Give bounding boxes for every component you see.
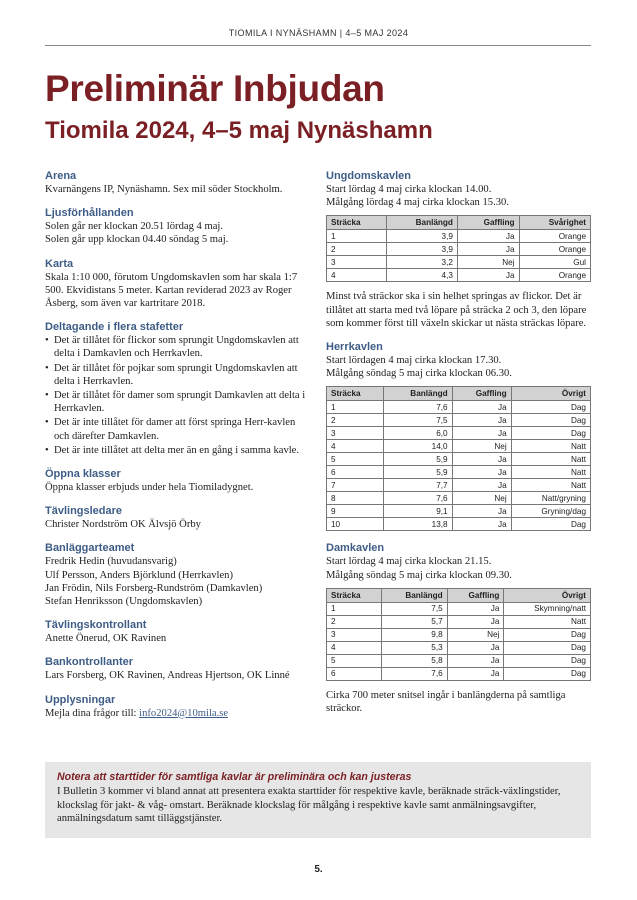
table-cell: 3 [327, 427, 384, 440]
start-time: Start lördagen 4 maj cirka klockan 17.30. [326, 355, 502, 367]
ungdom-table [326, 215, 591, 282]
section-upplysningar [45, 694, 307, 720]
running-head: TIOMILA I NYNÄSHAMN | 4–5 MAJ 2024 [228, 28, 409, 38]
table-cell: Dag [504, 628, 591, 641]
list-item: • Det är tillåtet för damer som sprungit Damkavlen att delta i Herrkavlen. [45, 389, 307, 415]
table-cell: Dag [511, 414, 590, 427]
table-cell: Dag [511, 518, 590, 531]
table-cell: Nej [452, 492, 511, 505]
table-cell: Natt [511, 466, 590, 479]
section-heading: Arena [45, 170, 77, 182]
section-heading: Karta [45, 257, 74, 270]
finish-time: Målgång lördag 4 maj cirka klockan 15.30. [326, 197, 509, 209]
table-cell: Ja [457, 269, 519, 282]
column-header: Sträcka [327, 387, 384, 401]
header-divider [45, 45, 591, 46]
section-heading: Damkavlen [326, 542, 385, 555]
table-cell: Ja [457, 230, 519, 243]
table-header-row [327, 588, 591, 602]
table-cell: Ja [452, 414, 511, 427]
table-row [327, 479, 591, 492]
table-cell: 5,9 [384, 453, 453, 466]
table-cell: 5,7 [381, 615, 447, 628]
rules-list [45, 334, 307, 457]
table-cell: 3,2 [386, 256, 457, 269]
table-cell: 5 [327, 453, 384, 466]
section-text: Jan Frödin, Nils Forsberg-Rundström (Damkavlen) [45, 582, 263, 594]
notice-text: I Bulletin 3 kommer vi bland annat att presentera exakta starttider för respektive kavle, beräknade sträck-växlingstider, klockslag för jakt- & våg- omstart. Beräknade klockslag för målgång i respektive kavle samt anmälningsavgifter, anmälningsdatum samt tilläggstjänster. [57, 786, 561, 825]
section-bankontrollanter [45, 656, 307, 682]
table-cell: Ja [447, 667, 504, 680]
right-column [326, 170, 591, 726]
table-header-row [327, 387, 591, 401]
table-cell: Natt [511, 440, 590, 453]
table-cell: 2 [327, 615, 382, 628]
section-heading: Tävlingsledare [45, 505, 123, 518]
table-cell: 4 [327, 641, 382, 654]
table-cell: 2 [327, 414, 384, 427]
section-text: Christer Nordström OK Älvsjö Örby [45, 519, 201, 531]
section-heading: Bankontrollanter [45, 656, 134, 669]
table-cell: Skymning/natt [504, 602, 591, 615]
table-cell: Nej [457, 256, 519, 269]
section-heading: Banläggarteamet [45, 542, 135, 555]
table-cell: Nej [452, 440, 511, 453]
column-header: Sträcka [327, 588, 382, 602]
table-cell: Ja [452, 479, 511, 492]
section-arena [45, 170, 307, 196]
table-cell: Ja [452, 427, 511, 440]
page-subtitle: Tiomila 2024, 4–5 maj Nynäshamn [45, 117, 433, 144]
table-cell: 13,8 [384, 518, 453, 531]
table-header-row [327, 216, 591, 230]
column-header: Övrigt [511, 387, 590, 401]
table-cell: Ja [452, 401, 511, 414]
table-cell: Orange [519, 230, 590, 243]
page-number: 5. [314, 864, 323, 875]
section-tavlingsledare [45, 505, 307, 531]
list-item: • Det är inte tillåtet för damer att först springa Herr-kavlen och därefter Damkavlen. [45, 416, 307, 442]
table-row [327, 641, 591, 654]
table-row [327, 427, 591, 440]
table-cell: Ja [452, 453, 511, 466]
table-cell: 7,5 [381, 602, 447, 615]
dam-table [326, 588, 591, 681]
table-cell: 3,9 [386, 230, 457, 243]
table-cell: Natt/gryning [511, 492, 590, 505]
table-cell: Ja [452, 505, 511, 518]
section-heading: Ljusförhållanden [45, 207, 134, 220]
table-cell: 9,1 [384, 505, 453, 518]
table-cell: Gryning/dag [511, 505, 590, 518]
table-cell: 2 [327, 243, 387, 256]
table-cell: Ja [452, 518, 511, 531]
table-row [327, 492, 591, 505]
table-cell: Natt [511, 453, 590, 466]
table-cell: Ja [447, 641, 504, 654]
table-row [327, 628, 591, 641]
table-row [327, 466, 591, 479]
section-heading: Ungdomskavlen [326, 170, 411, 182]
table-cell: 10 [327, 518, 384, 531]
column-header: Gaffling [457, 216, 519, 230]
table-cell: 7,6 [384, 401, 453, 414]
table-cell: 1 [327, 401, 384, 414]
table-row [327, 505, 591, 518]
section-karta [45, 258, 307, 311]
section-heading: Deltagande i flera stafetter [45, 321, 184, 334]
list-item: • Det är tillåtet för flickor som sprungit Ungdomskavlen att delta i Damkavlen och Herrkavlen. [45, 334, 307, 360]
table-cell: 5 [327, 654, 382, 667]
notice-heading: Notera att starttider för samtliga kavlar är preliminära och kan justeras [57, 771, 412, 783]
table-row [327, 414, 591, 427]
list-item: • Det är tillåtet för pojkar som sprungit Ungdomskavlen att delta i Herrkavlen. [45, 362, 307, 388]
section-heading: Tävlingskontrollant [45, 619, 147, 632]
table-cell: Natt [504, 615, 591, 628]
column-header: Övrigt [504, 588, 591, 602]
notice-box [45, 762, 591, 838]
table-cell: 9,8 [381, 628, 447, 641]
table-cell: 1 [327, 230, 387, 243]
section-text [45, 707, 307, 720]
column-header: Svårighet [519, 216, 590, 230]
table-cell: Dag [511, 427, 590, 440]
section-heading: Öppna klasser [45, 468, 121, 481]
table-cell: Natt [511, 479, 590, 492]
table-row [327, 615, 591, 628]
section-ljusforhallanden [45, 207, 307, 246]
table-cell: 14,0 [384, 440, 453, 453]
section-text: Öppna klasser erbjuds under hela Tiomiladygnet. [45, 482, 254, 494]
section-text: Anette Önerud, OK Ravinen [45, 633, 167, 645]
table-cell: 4,3 [386, 269, 457, 282]
table-cell: Ja [457, 243, 519, 256]
table-cell: Dag [504, 654, 591, 667]
table-row [327, 269, 591, 282]
column-header: Banlängd [386, 216, 457, 230]
table-cell: Dag [504, 667, 591, 680]
table-cell: Gul [519, 256, 590, 269]
section-text: Ulf Persson, Anders Björklund (Herrkavlen) [45, 569, 234, 581]
table-row [327, 667, 591, 680]
page-title: Preliminär Inbjudan [45, 68, 385, 109]
table-cell: 6 [327, 667, 382, 680]
table-row [327, 243, 591, 256]
table-cell: 3,9 [386, 243, 457, 256]
section-banlaggarteamet [45, 542, 307, 608]
section-text: Stefan Henriksson (Ungdomskavlen) [45, 596, 203, 608]
section-deltagande [45, 321, 307, 457]
table-cell: Ja [447, 615, 504, 628]
table-row [327, 654, 591, 667]
left-column [45, 170, 307, 731]
table-cell: 6 [327, 466, 384, 479]
section-text: Kvarnängens IP, Nynäshamn. Sex mil söder Stockholm. [45, 184, 283, 195]
finish-time: Målgång söndag 5 maj cirka klockan 09.30. [326, 569, 512, 581]
column-header: Banlängd [381, 588, 447, 602]
section-damkavlen [326, 542, 591, 715]
column-header: Sträcka [327, 216, 387, 230]
column-header: Gaffling [447, 588, 504, 602]
section-text: Solen går ner klockan 20.51 lördag 4 maj. [45, 221, 223, 233]
table-cell: 4 [327, 269, 387, 282]
section-note: Minst två sträckor ska i sin helhet springas av flickor. Det är tillåtet att starta med två löpare på sträcka 2 och 3, den löpare som kommer först till växeln skickar ut nästa sträckas löpare. [326, 291, 587, 329]
section-text: Skala 1:10 000, förutom Ungdomskavlen som har skala 1:7 500. Ekvidistans 5 meter. Kartan reviderad 2023 av Roger Åsberg, som även var kartritare 2018. [45, 271, 298, 310]
section-text: Lars Forsberg, OK Ravinen, Andreas Hjertson, OK Linné [45, 670, 290, 682]
table-cell: Dag [511, 401, 590, 414]
section-text: Fredrik Hedin (huvudansvarig) [45, 556, 177, 568]
table-cell: 5,3 [381, 641, 447, 654]
section-tavlingskontrollant [45, 619, 307, 645]
table-cell: 9 [327, 505, 384, 518]
start-time: Start lördag 4 maj cirka klockan 14.00. [326, 184, 492, 195]
email-link[interactable]: info2024@10mila.se [139, 707, 229, 719]
table-cell: 8 [327, 492, 384, 505]
section-heading: Herrkavlen [326, 341, 383, 354]
finish-time: Målgång söndag 5 maj cirka klockan 06.30. [326, 368, 512, 380]
table-row [327, 401, 591, 414]
table-cell: Orange [519, 269, 590, 282]
table-cell: Dag [504, 641, 591, 654]
table-cell: Nej [447, 628, 504, 641]
section-note: Cirka 700 meter snitsel ingår i banlängderna på samtliga sträckor. [326, 689, 566, 715]
table-cell: Ja [452, 466, 511, 479]
section-heading: Upplysningar [45, 693, 116, 706]
table-cell: 5,9 [384, 466, 453, 479]
table-row [327, 453, 591, 466]
table-row [327, 256, 591, 269]
section-text: Solen går upp klockan 04.40 söndag 5 maj. [45, 234, 229, 246]
table-row [327, 602, 591, 615]
column-header: Banlängd [384, 387, 453, 401]
section-oppna-klasser [45, 468, 307, 494]
table-cell: 7,6 [384, 492, 453, 505]
table-cell: 4 [327, 440, 384, 453]
herr-table [326, 386, 591, 531]
table-cell: 3 [327, 256, 387, 269]
table-cell: 1 [327, 602, 382, 615]
contact-text: Mejla dina frågor till: [45, 707, 137, 719]
start-time: Start lördag 4 maj cirka klockan 21.15. [326, 556, 492, 568]
column-header: Gaffling [452, 387, 511, 401]
table-row [327, 518, 591, 531]
table-cell: 7 [327, 479, 384, 492]
table-cell: 7,6 [381, 667, 447, 680]
table-cell: 6,0 [384, 427, 453, 440]
table-cell: 7,7 [384, 479, 453, 492]
list-item: • Det är inte tillåtet att delta mer än en gång i samma kavle. [45, 444, 307, 457]
table-cell: 3 [327, 628, 382, 641]
table-cell: Ja [447, 654, 504, 667]
table-cell: 7,5 [384, 414, 453, 427]
section-herrkavlen [326, 341, 591, 531]
table-cell: Orange [519, 243, 590, 256]
table-row [327, 230, 591, 243]
table-cell: 5,8 [381, 654, 447, 667]
table-row [327, 440, 591, 453]
table-cell: Ja [447, 602, 504, 615]
section-ungdomskavlen [326, 170, 591, 330]
